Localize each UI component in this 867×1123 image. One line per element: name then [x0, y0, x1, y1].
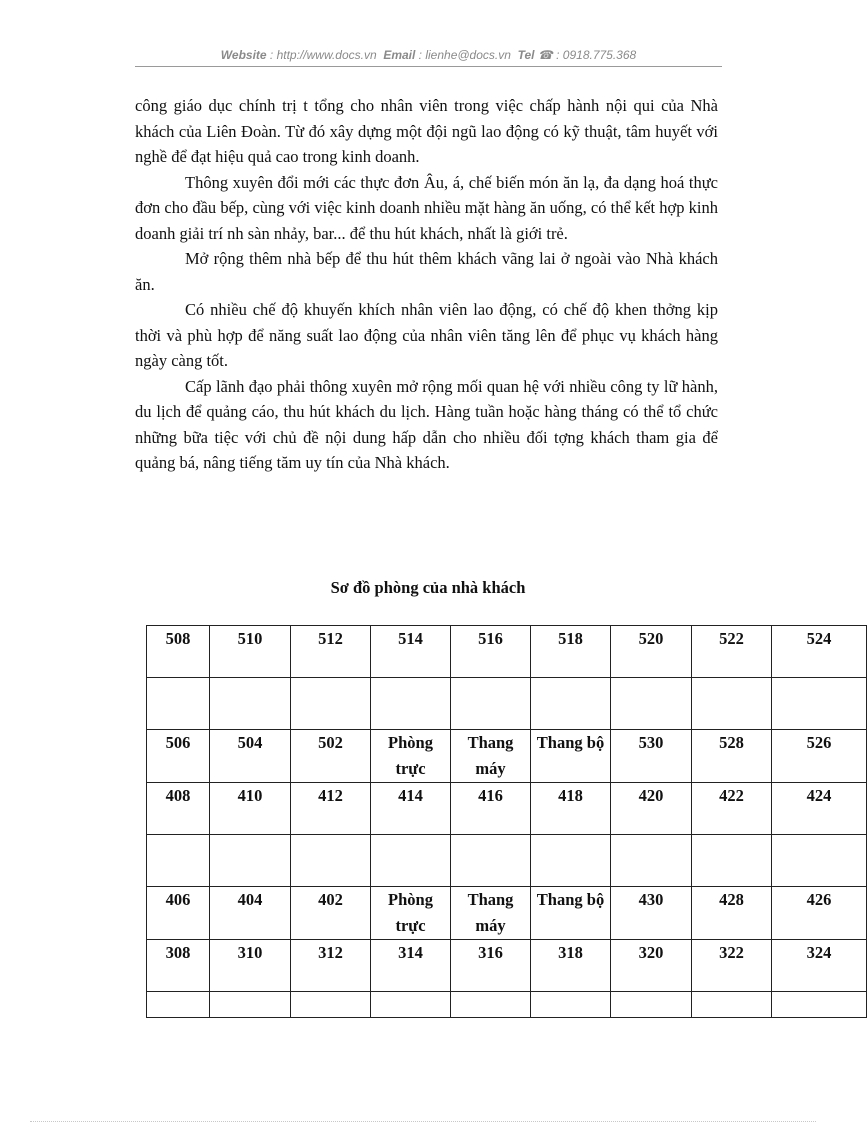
room-cell: 528: [692, 730, 772, 783]
room-cell: [371, 835, 451, 887]
room-table-body: [147, 626, 867, 1018]
room-cell: [210, 678, 291, 730]
room-cell: [531, 992, 611, 1018]
room-cell: 516: [451, 626, 531, 678]
room-layout-table: [146, 625, 867, 1018]
room-cell: [692, 835, 772, 887]
room-cell: 404: [210, 887, 291, 940]
room-cell: [531, 835, 611, 887]
room-cell: 524: [772, 626, 867, 678]
room-cell: [147, 992, 210, 1018]
room-cell: 506: [147, 730, 210, 783]
room-cell: 512: [291, 626, 371, 678]
room-cell: 514: [371, 626, 451, 678]
room-cell: 410: [210, 783, 291, 835]
room-cell: [772, 678, 867, 730]
room-cell: 318: [531, 940, 611, 992]
room-cell: 504: [210, 730, 291, 783]
email-label: Email: [383, 48, 416, 62]
room-cell: [210, 992, 291, 1018]
room-cell: [611, 835, 692, 887]
room-cell: [210, 835, 291, 887]
room-cell: [147, 678, 210, 730]
email-value: : lienhe@docs.vn: [418, 48, 511, 62]
room-cell: [611, 678, 692, 730]
room-cell: 324: [772, 940, 867, 992]
room-cell: 412: [291, 783, 371, 835]
paragraph-2: Thông xuyên đổi mới các thực đơn Âu, á, chế biến món ăn lạ, đa dạng hoá thực đơn cho đầu bếp, cùng với việc kinh doanh nhiều mặt hàng ăn uống, có thể kết hợp kinh doanh giải trí nh sàn nhảy, bar... để thu hút khách, nhất là giới trẻ.: [135, 172, 718, 243]
room-cell: 406: [147, 887, 210, 940]
room-cell: [451, 992, 531, 1018]
room-cell: 526: [772, 730, 867, 783]
room-cell: 508: [147, 626, 210, 678]
phone-icon: ☎: [537, 48, 553, 62]
room-cell: [692, 678, 772, 730]
room-cell: [531, 678, 611, 730]
room-cell: Phòng trực: [371, 887, 451, 940]
paragraph-5: Cấp lãnh đạo phải thông xuyên mở rộng mối quan hệ với nhiều công ty lữ hành, du lịch để quảng cáo, thu hút khách du lịch. Hàng tuần hoặc hàng tháng có thể tổ chức những bữa tiệc với chủ đề nội dung hấp dẫn cho nhiều đối tợng khách tham gia để quảng bá, nâng tiếng tăm uy tín của Nhà khách.: [135, 376, 718, 472]
table-row: [147, 730, 867, 783]
room-cell: 420: [611, 783, 692, 835]
room-cell: 312: [291, 940, 371, 992]
room-cell: [291, 678, 371, 730]
room-cell: 426: [772, 887, 867, 940]
table-row: [147, 835, 867, 887]
table-row: [147, 783, 867, 835]
room-cell: 522: [692, 626, 772, 678]
room-cell: Thang bộ: [531, 887, 611, 940]
room-cell: 422: [692, 783, 772, 835]
paragraph-1: công giáo dục chính trị t tổng cho nhân viên trong việc chấp hành nội qui của Nhà khách của Liên Đoàn. Từ đó xây dựng một đội ngũ lao động có kỹ thuật, tâm huyết với nghề để đạt hiệu quả cao trong kinh doanh.: [135, 96, 718, 166]
body-text: [135, 93, 718, 476]
page-header: [135, 48, 722, 62]
room-cell: 518: [531, 626, 611, 678]
room-cell: [451, 835, 531, 887]
room-cell: 320: [611, 940, 692, 992]
room-cell: 430: [611, 887, 692, 940]
room-cell: 424: [772, 783, 867, 835]
room-cell: [451, 678, 531, 730]
table-row: [147, 992, 867, 1018]
room-cell: 322: [692, 940, 772, 992]
room-cell: 414: [371, 783, 451, 835]
room-cell: 314: [371, 940, 451, 992]
footer-divider: [30, 1121, 816, 1122]
room-cell: [692, 992, 772, 1018]
room-cell: Thang máy: [451, 887, 531, 940]
paragraph-3: Mở rộng thêm nhà bếp để thu hút thêm khách vãng lai ở ngoài vào Nhà khách ăn.: [135, 249, 718, 294]
paragraph-4: Có nhiều chế độ khuyến khích nhân viên lao động, có chế độ khen thởng kịp thời và phù hợp để năng suất lao động của nhân viên tăng lên để phục vụ khách hàng ngày càng tốt.: [135, 300, 718, 370]
room-cell: 408: [147, 783, 210, 835]
diagram-title: Sơ đồ phòng của nhà khách: [330, 578, 526, 597]
room-cell: 402: [291, 887, 371, 940]
room-cell: Phòng trực: [371, 730, 451, 783]
website-label: Website: [220, 48, 267, 62]
room-cell: [611, 992, 692, 1018]
room-cell: 510: [210, 626, 291, 678]
room-cell: [147, 835, 210, 887]
room-cell: 308: [147, 940, 210, 992]
table-row: [147, 626, 867, 678]
room-cell: 310: [210, 940, 291, 992]
tel-label: Tel: [517, 48, 535, 62]
room-cell: [371, 992, 451, 1018]
room-cell: 418: [531, 783, 611, 835]
room-cell: 502: [291, 730, 371, 783]
table-row: [147, 678, 867, 730]
table-row: [147, 887, 867, 940]
room-cell: Thang máy: [451, 730, 531, 783]
room-cell: 520: [611, 626, 692, 678]
room-cell: [371, 678, 451, 730]
room-cell: Thang bộ: [531, 730, 611, 783]
room-cell: [291, 992, 371, 1018]
tel-value: : 0918.775.368: [556, 48, 637, 62]
header-divider: [135, 66, 722, 67]
website-value: : http://www.docs.vn: [269, 48, 377, 62]
room-cell: 530: [611, 730, 692, 783]
room-cell: [772, 992, 867, 1018]
table-row: [147, 940, 867, 992]
room-cell: [772, 835, 867, 887]
room-cell: 416: [451, 783, 531, 835]
room-cell: 316: [451, 940, 531, 992]
room-cell: [291, 835, 371, 887]
room-cell: 428: [692, 887, 772, 940]
